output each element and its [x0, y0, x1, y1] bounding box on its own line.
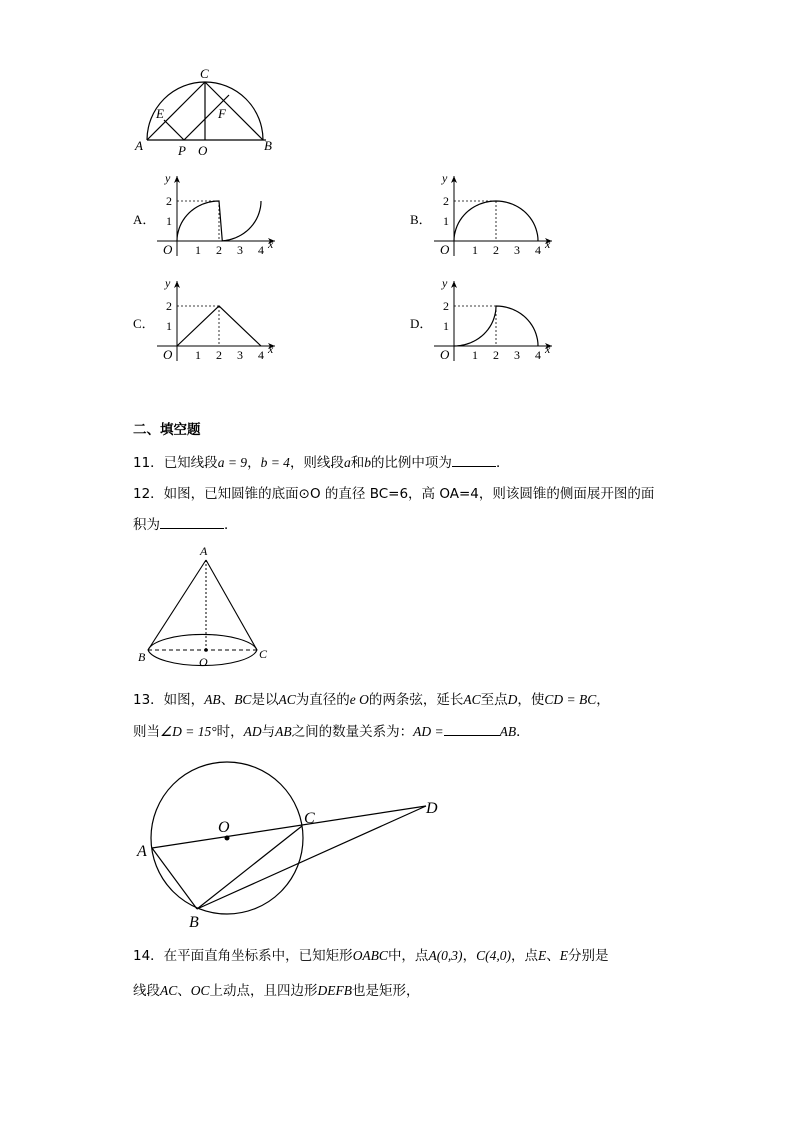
- y-tick-label-1: 1: [166, 214, 172, 228]
- q13-t7: ，: [596, 692, 610, 708]
- q14-Ccoord: (4,0): [485, 948, 511, 963]
- y-tick-label-2: 2: [166, 299, 172, 313]
- q13-eq: CD = BC: [544, 692, 597, 707]
- question-11: [133, 452, 509, 473]
- q13-AB: AB: [204, 692, 221, 707]
- q13-AC2: AC: [463, 692, 481, 707]
- q14-Acoord: (0,3): [436, 948, 463, 963]
- q13-label-A: A: [137, 843, 147, 860]
- section-title: 二、填空题: [133, 422, 201, 438]
- q13-l2b: 时，: [216, 724, 244, 740]
- label-E: E: [156, 106, 164, 121]
- q13-AB3: AB: [499, 724, 517, 739]
- x-tick-label-3: 3: [514, 243, 520, 257]
- label-F: F: [218, 106, 226, 121]
- q13-l2d: 之间的数量关系为：: [291, 724, 414, 740]
- q13-t4: 的两条弦，延长: [368, 692, 464, 708]
- q14-t1: 中，点: [387, 948, 429, 964]
- q13-D: D: [507, 692, 518, 707]
- q14-E2: E: [559, 948, 568, 963]
- label-P: P: [178, 143, 186, 158]
- q11-a: a: [343, 455, 351, 470]
- question-13-line2: [133, 721, 530, 742]
- q13-ADeq: AD =: [413, 724, 444, 739]
- x-tick-label-1: 1: [195, 348, 201, 362]
- q14-A: A: [428, 948, 437, 963]
- q11-a-eq: a = 9: [217, 455, 248, 470]
- q12-answer-blank[interactable]: [160, 514, 224, 529]
- q14-t4: 、: [546, 948, 560, 964]
- x-tick-label-1: 1: [195, 243, 201, 257]
- q14-C: C: [476, 948, 486, 963]
- cone-side-right: [206, 560, 257, 650]
- y-tick-label-2: 2: [443, 194, 449, 208]
- q13-end: ．: [516, 724, 530, 740]
- x-tick-label-4: 4: [535, 348, 541, 362]
- q12-line2-text: 积为: [133, 517, 160, 533]
- x-axis-label: x: [268, 237, 274, 251]
- q13-AB2: AB: [275, 724, 292, 739]
- y-tick-label-2: 2: [443, 299, 449, 313]
- q14-t3: ，点: [510, 948, 538, 964]
- origin-label: O: [440, 347, 450, 362]
- cone-base-back: [148, 634, 257, 650]
- option-b-graph: [432, 170, 562, 260]
- question-14-line2: [133, 981, 420, 1001]
- x-tick-label-2: 2: [216, 243, 222, 257]
- option-c-graph: [155, 275, 285, 365]
- q14-num: 14．在平面直角坐标系中，已知矩形: [133, 948, 353, 964]
- y-tick-label-2: 2: [166, 194, 172, 208]
- x-tick-label-2: 2: [493, 243, 499, 257]
- chord-AB: [152, 848, 197, 909]
- q11-b: b: [364, 455, 371, 470]
- y-axis-label: y: [442, 276, 448, 290]
- q14-l2b: 、: [177, 983, 191, 999]
- origin-label: O: [440, 242, 450, 257]
- q13-l2c: 与: [261, 724, 276, 740]
- origin-label: O: [163, 347, 173, 362]
- label-O: O: [198, 143, 208, 158]
- q10-semicircle-figure: [130, 62, 290, 162]
- q13-t5: 至点: [480, 692, 508, 708]
- q13-label-D: D: [426, 800, 438, 817]
- q14-l2d: 也是矩形，: [352, 983, 420, 999]
- q14-l2a: 线段: [133, 983, 160, 999]
- cone-label-O: O: [199, 655, 208, 669]
- x-tick-label-4: 4: [258, 243, 264, 257]
- q14-t2: ，: [462, 948, 477, 964]
- q11-text3: 和: [350, 455, 365, 471]
- q13-t2: 是以: [251, 692, 279, 708]
- option-b-label[interactable]: B．: [410, 212, 432, 227]
- question-13-line1: [133, 690, 610, 710]
- x-tick-label-1: 1: [472, 243, 478, 257]
- cone-label-C: C: [259, 647, 268, 661]
- q11-text2: ，则线段: [289, 455, 344, 471]
- y-tick-label-1: 1: [443, 214, 449, 228]
- origin-label: O: [163, 242, 173, 257]
- q13-BC: BC: [234, 692, 252, 707]
- cone-label-B: B: [138, 650, 146, 664]
- q13-circle: e O: [349, 692, 369, 707]
- q14-AC: AC: [160, 983, 178, 998]
- question-14-line1: [133, 946, 608, 966]
- q11-end: ．: [495, 455, 510, 471]
- option-a-label[interactable]: A．: [133, 212, 156, 227]
- center-dot-O: [225, 836, 230, 841]
- label-A: A: [135, 138, 143, 153]
- q12-end: ．: [224, 517, 238, 533]
- q14-E: E: [537, 948, 547, 963]
- label-C: C: [200, 66, 209, 81]
- label-B: B: [264, 138, 272, 153]
- q14-t5: 分别是: [567, 948, 609, 964]
- q13-t3: 为直径的: [295, 692, 350, 708]
- q14-OABC: OABC: [352, 948, 388, 963]
- q14-OC: OC: [190, 983, 210, 998]
- question-12-line1: 12．如图，已知圆锥的底面⊙O 的直径 BC=6，高 OA=4，则该圆锥的侧面展开图的面: [133, 486, 655, 502]
- y-axis-label: y: [165, 276, 171, 290]
- line-AD: [152, 806, 426, 848]
- x-axis-label: x: [545, 237, 551, 251]
- question-12-line2: [133, 514, 238, 535]
- option-d-label[interactable]: D．: [410, 316, 433, 331]
- q13-label-O: O: [218, 819, 230, 836]
- option-d-graph: [432, 275, 562, 365]
- q11-b-eq: b = 4: [260, 455, 290, 470]
- q13-circle-figure: [130, 755, 450, 935]
- y-tick-label-1: 1: [443, 319, 449, 333]
- x-tick-label-3: 3: [514, 348, 520, 362]
- q12-cone-figure: [133, 540, 283, 670]
- x-axis-label: x: [545, 342, 551, 356]
- q11-text4: 的比例中项为: [370, 455, 452, 471]
- x-tick-label-3: 3: [237, 243, 243, 257]
- q11-text1: 已知线段: [163, 455, 218, 471]
- q11-sep: ，: [247, 455, 261, 471]
- option-a-graph: [155, 170, 285, 260]
- q13-label-C: C: [304, 810, 315, 827]
- option-c-label[interactable]: C．: [133, 316, 155, 331]
- x-tick-label-4: 4: [258, 348, 264, 362]
- q11-num: 11．: [133, 455, 164, 471]
- q14-DEFB: DEFB: [317, 983, 353, 998]
- segment-PE: [164, 120, 184, 140]
- q13-answer-blank[interactable]: [444, 721, 500, 736]
- q13-t6: ，使: [517, 692, 545, 708]
- y-axis-label: y: [442, 171, 448, 185]
- x-axis-label: x: [268, 342, 274, 356]
- q13-l2a: 则当: [133, 724, 160, 740]
- q13-num: 13．如图，: [133, 692, 205, 708]
- cone-label-A: A: [200, 544, 208, 558]
- q13-AD: AD: [243, 724, 262, 739]
- x-tick-label-2: 2: [493, 348, 499, 362]
- x-tick-label-1: 1: [472, 348, 478, 362]
- q13-AC: AC: [278, 692, 296, 707]
- q13-t1: 、: [220, 692, 235, 708]
- x-tick-label-2: 2: [216, 348, 222, 362]
- q11-answer-blank[interactable]: [452, 452, 496, 467]
- q13-label-B: B: [189, 914, 199, 931]
- cone-center-dot: [204, 648, 208, 652]
- x-tick-label-3: 3: [237, 348, 243, 362]
- x-tick-label-4: 4: [535, 243, 541, 257]
- q13-angle: ∠D = 15°: [160, 724, 217, 739]
- q14-l2c: 上动点，且四边形: [209, 983, 318, 999]
- y-tick-label-1: 1: [166, 319, 172, 333]
- y-axis-label: y: [165, 171, 171, 185]
